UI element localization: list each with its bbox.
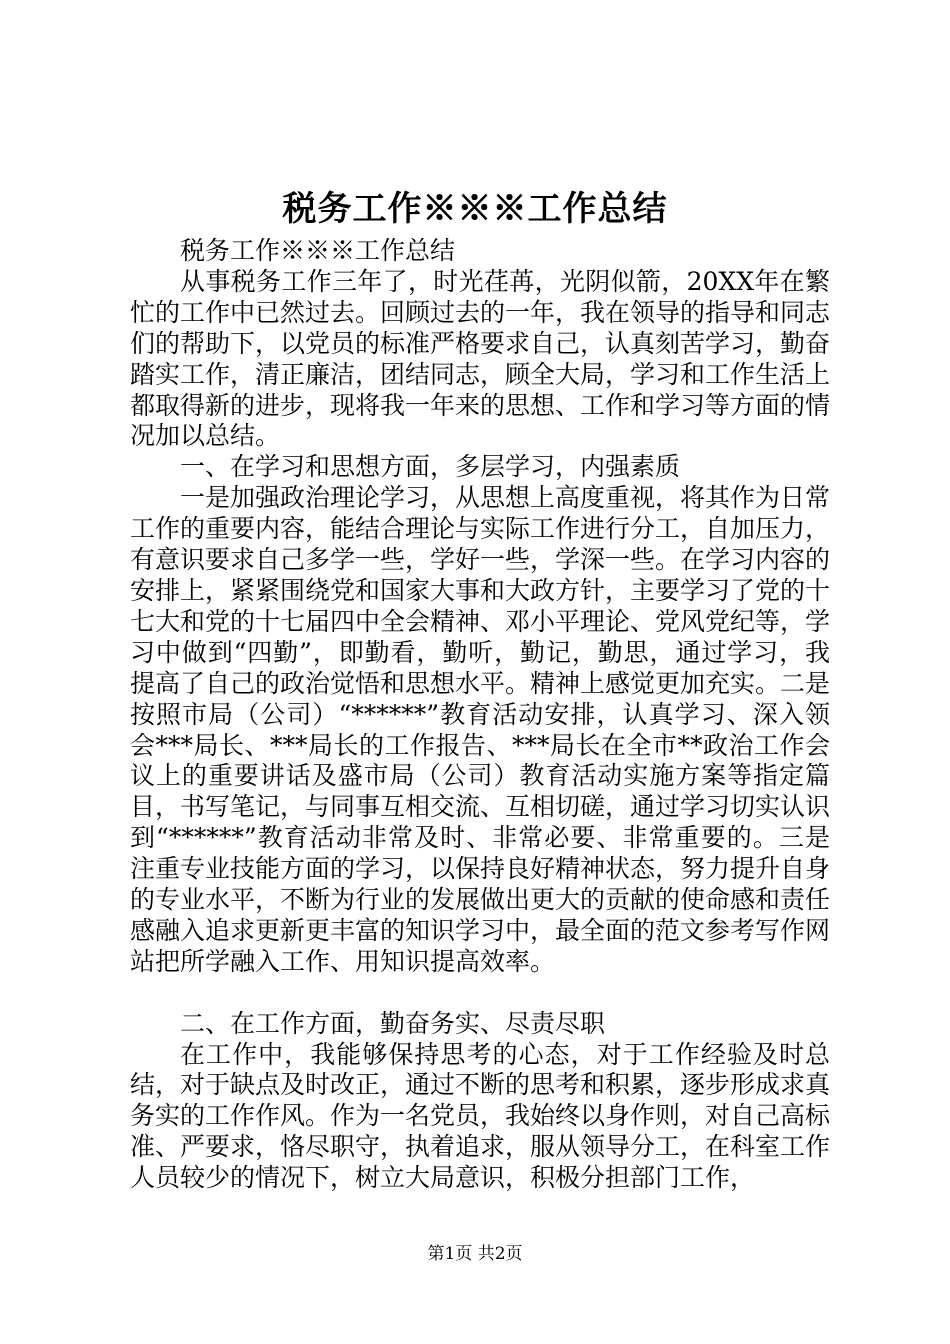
paragraph-work: 在工作中，我能够保持思考的心态，对于工作经验及时总结，对于缺点及时改正，通过不断的思考和积累，逐步形成求真务实的工作作风。作为一名党员，我始终以身作则，对自己高标准、严要求，恪尽职守，执着追求，服从领导分工，在科室工作人员较少的情况下，树立大局意识，积极分担部门工作，: [130, 1039, 831, 1193]
paragraph-subtitle: 税务工作※※※工作总结: [180, 236, 456, 265]
page-footer: 第1页 共2页: [427, 1244, 523, 1264]
document-title: 税务工作※※※工作总结: [282, 189, 668, 229]
paragraph-study: 一是加强政治理论学习，从思想上高度重视，将其作为日常工作的重要内容，能结合理论与实际工作进行分工，自加压力，有意识要求自己多学一些，学好一些，学深一些。在学习内容的安排上，紧紧围绕党和国家大事和大政方针，主要学习了党的十七大和党的十七届四中全会精神、邓小平理论、党风党纪等，学习中做到“四勤”，即勤看，勤听，勤记，勤思，通过学习，我提高了自己的政治觉悟和思想水平。精神上感觉更加充实。二是按照市局（公司）“******”教育活动安排，认真学习、深入领会***局长、***局长的工作报告、***局长在全市**政治工作会议上的重要讲话及盛市局（公司）教育活动实施方案等指定篇目，书写笔记，与同事互相交流、互相切磋，通过学习切实认识到“******”教育活动非常及时、非常必要、非常重要的。三是注重专业技能方面的学习，以保持良好精神状态，努力提升自身的专业水平，不断为行业的发展做出更大的贡献的使命感和责任感融入追求更新更丰富的知识学习中，最全面的范文参考写作网站把所学融入工作、用知识提高效率。: [130, 483, 831, 976]
paragraph-intro: 从事税务工作三年了，时光荏苒，光阴似箭，20XX年在繁忙的工作中已然过去。回顾过去的一年，我在领导的指导和同志们的帮助下，以党员的标准严格要求自己，认真刻苦学习，勤奋踏实工作，清正廉洁，团结同志，顾全大局，学习和工作生活上都取得新的进步，现将我一年来的思想、工作和学习等方面的情况加以总结。: [130, 266, 831, 451]
section-heading-study: 一、在学习和思想方面，多层学习，内强素质: [180, 452, 681, 482]
document-body: [130, 236, 830, 1194]
section-heading-work: 二、在工作方面，勤奋务实、尽责尽职: [180, 1008, 606, 1038]
